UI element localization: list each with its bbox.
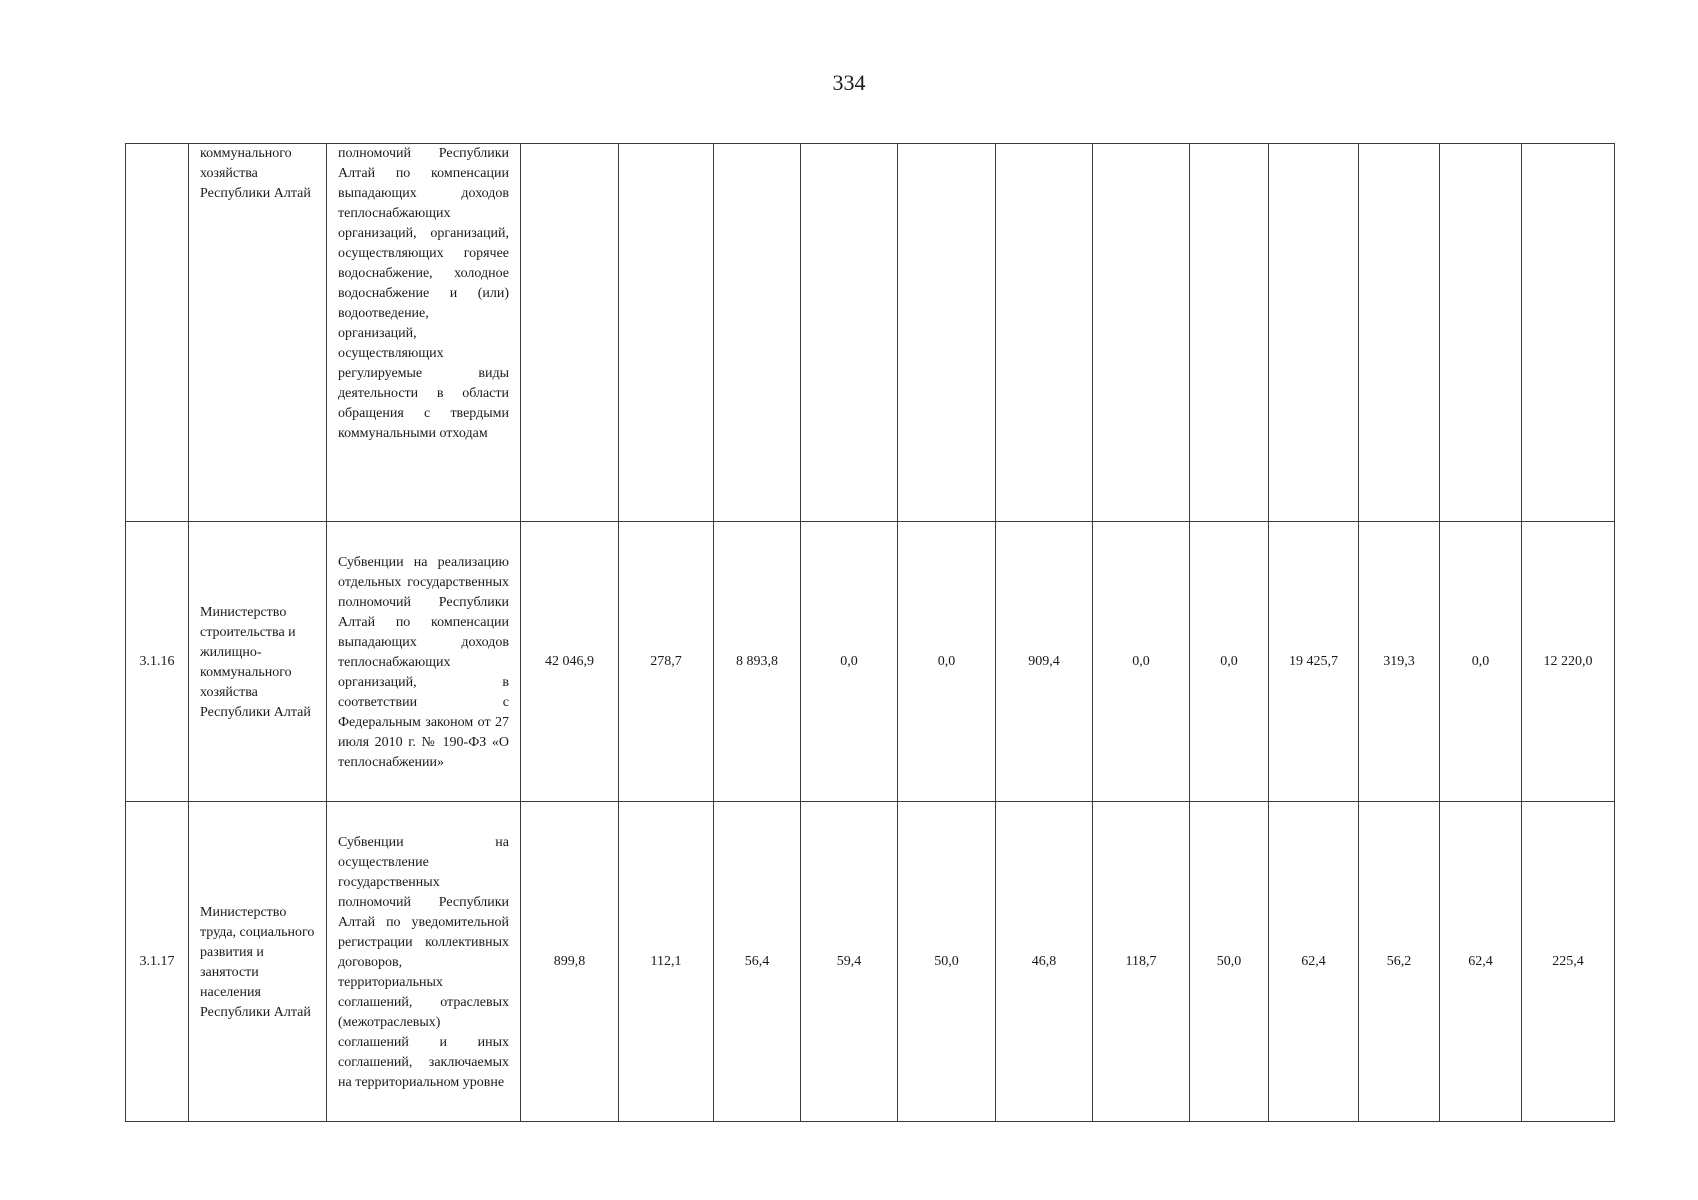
row-description: полномочий Республики Алтай по компенсации выпадающих доходов теплоснабжающих организаций, организаций, осуществляющих горячее водоснабжение, холодное водоснабжение и (или) водоотведение, организаций, осуществляющих регулируемые виды деятельности в области обращения с твердыми коммунальными отходам <box>327 144 521 522</box>
page-number: 334 <box>832 70 866 95</box>
value-cell <box>1359 144 1440 522</box>
value-cell <box>1093 144 1190 522</box>
value-cell: 42 046,9 <box>521 522 619 802</box>
value-cell <box>619 144 714 522</box>
value-cell: 909,4 <box>996 522 1093 802</box>
value-cell: 899,8 <box>521 802 619 1122</box>
row-organization: Министерство труда, социального развития и занятости населения Республики Алтай <box>189 802 327 1122</box>
table-row <box>126 144 1615 522</box>
value-cell: 112,1 <box>619 802 714 1122</box>
row-description: Субвенции на реализацию отдельных государственных полномочий Республики Алтай по компенсации выпадающих доходов теплоснабжающих организаций, в соответствии с Федеральным законом от 27 июля 2010 г. № 190-ФЗ «О теплоснабжении» <box>327 522 521 802</box>
row-code <box>126 144 189 522</box>
value-cell: 319,3 <box>1359 522 1440 802</box>
data-table <box>125 143 1615 1122</box>
value-cell: 0,0 <box>1093 522 1190 802</box>
value-cell: 50,0 <box>898 802 996 1122</box>
value-cell <box>714 144 801 522</box>
value-cell <box>521 144 619 522</box>
value-cell: 50,0 <box>1190 802 1269 1122</box>
value-cell <box>801 144 898 522</box>
row-code: 3.1.16 <box>126 522 189 802</box>
value-cell: 56,4 <box>714 802 801 1122</box>
value-cell: 225,4 <box>1522 802 1615 1122</box>
value-cell: 62,4 <box>1440 802 1522 1122</box>
value-cell <box>1440 144 1522 522</box>
value-cell: 0,0 <box>801 522 898 802</box>
value-cell <box>1190 144 1269 522</box>
value-cell: 118,7 <box>1093 802 1190 1122</box>
table-row <box>126 522 1615 802</box>
value-cell: 19 425,7 <box>1269 522 1359 802</box>
value-cell <box>1269 144 1359 522</box>
row-code: 3.1.17 <box>126 802 189 1122</box>
value-cell: 12 220,0 <box>1522 522 1615 802</box>
row-organization: коммунального хозяйства Республики Алтай <box>189 144 327 522</box>
value-cell: 0,0 <box>898 522 996 802</box>
value-cell: 62,4 <box>1269 802 1359 1122</box>
value-cell: 56,2 <box>1359 802 1440 1122</box>
value-cell: 8 893,8 <box>714 522 801 802</box>
value-cell <box>996 144 1093 522</box>
value-cell: 0,0 <box>1190 522 1269 802</box>
value-cell <box>898 144 996 522</box>
table-row <box>126 802 1615 1122</box>
value-cell: 46,8 <box>996 802 1093 1122</box>
value-cell: 0,0 <box>1440 522 1522 802</box>
row-description: Субвенции на осуществление государственных полномочий Республики Алтай по уведомительной регистрации коллективных договоров, территориальных соглашений, отраслевых (межотраслевых) соглашений и иных соглашений, заключаемых на территориальном уровне <box>327 802 521 1122</box>
value-cell <box>1522 144 1615 522</box>
value-cell: 278,7 <box>619 522 714 802</box>
value-cell: 59,4 <box>801 802 898 1122</box>
row-organization: Министерство строительства и жилищно-коммунального хозяйства Республики Алтай <box>189 522 327 802</box>
